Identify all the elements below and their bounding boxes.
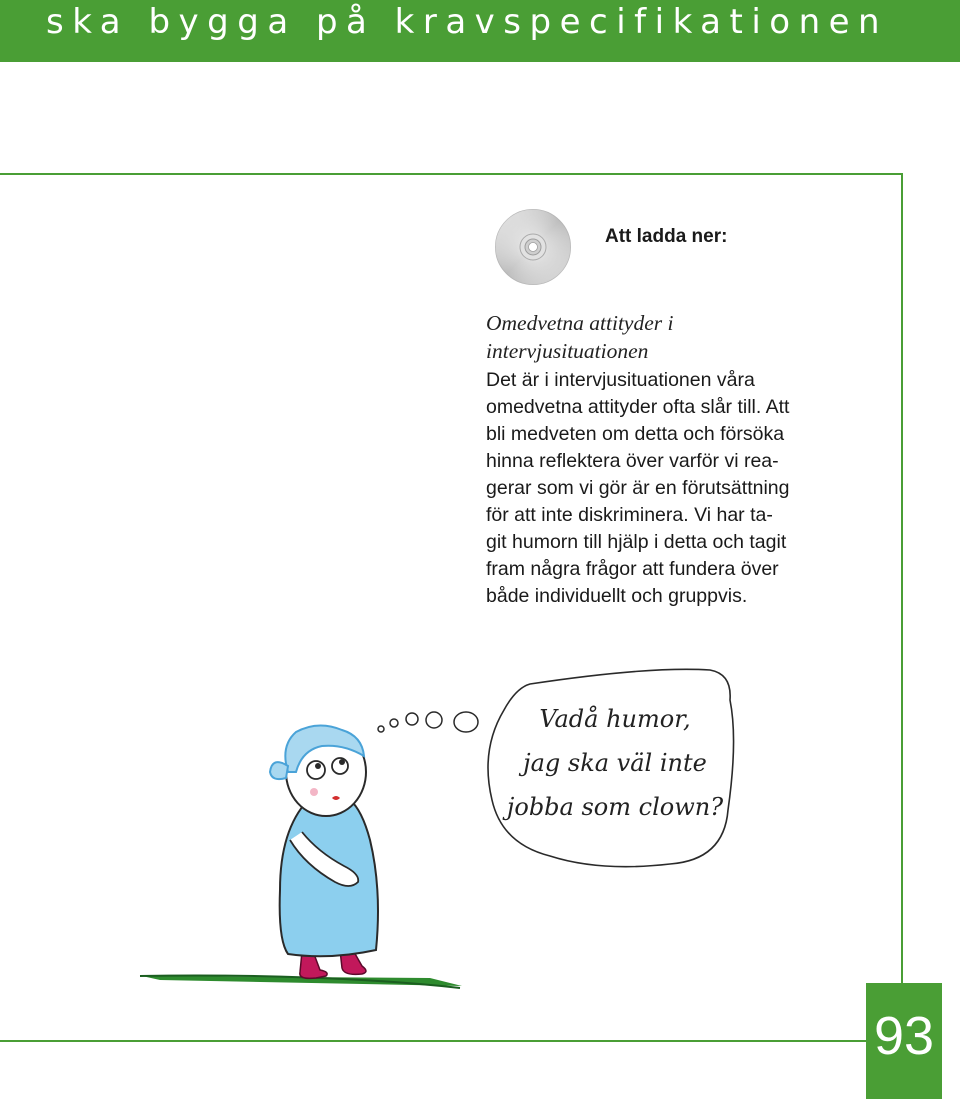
speech-line: Vadå humor, bbox=[539, 705, 691, 733]
article-body-line: omedvetna attityder ofta slår till. Att bbox=[486, 396, 790, 418]
article-title-line: Omedvetna attityder i bbox=[486, 311, 674, 335]
thought-bubble bbox=[454, 712, 478, 732]
article-body-line: gerar som vi gör är en förutsättning bbox=[486, 477, 790, 499]
header-bar bbox=[0, 0, 960, 62]
thought-bubble bbox=[426, 712, 442, 728]
hat-knot bbox=[270, 762, 288, 779]
thought-bubble bbox=[390, 719, 398, 727]
article-title bbox=[486, 309, 846, 365]
article-title-line: intervjusituationen bbox=[486, 339, 649, 363]
article-body-line: bli medveten om detta och försöka bbox=[486, 423, 785, 445]
frame-right-line bbox=[901, 173, 903, 983]
article-body-line: Det är i intervjusituationen våra bbox=[486, 369, 755, 391]
article-body bbox=[486, 367, 856, 610]
article-body-line: både individuellt och gruppvis. bbox=[486, 585, 748, 607]
article-body-line: för att inte diskriminera. Vi har ta- bbox=[486, 504, 773, 526]
cd-disc-icon bbox=[494, 208, 572, 286]
speech-line: jag ska väl inte bbox=[523, 749, 707, 777]
speech-line: jobba som clown? bbox=[506, 793, 724, 821]
thought-bubble bbox=[378, 726, 384, 732]
thought-bubble bbox=[406, 713, 418, 725]
article-body-line: fram några frågor att fundera över bbox=[486, 558, 779, 580]
header-title: ska bygga på kravspecifikationen bbox=[46, 2, 889, 42]
left-eye bbox=[307, 761, 325, 779]
speech-text bbox=[500, 697, 730, 829]
article-body-line: hinna reflektera över varför vi rea- bbox=[486, 450, 779, 472]
frame-bottom-line bbox=[0, 1040, 866, 1042]
download-label: Att ladda ner: bbox=[605, 226, 728, 247]
frame-top-line bbox=[0, 173, 903, 175]
article-body-line: git humorn till hjälp i detta och tagit bbox=[486, 531, 787, 553]
page-number: 93 bbox=[873, 1006, 935, 1066]
cheek bbox=[310, 788, 318, 796]
page-number-box bbox=[866, 983, 942, 1099]
